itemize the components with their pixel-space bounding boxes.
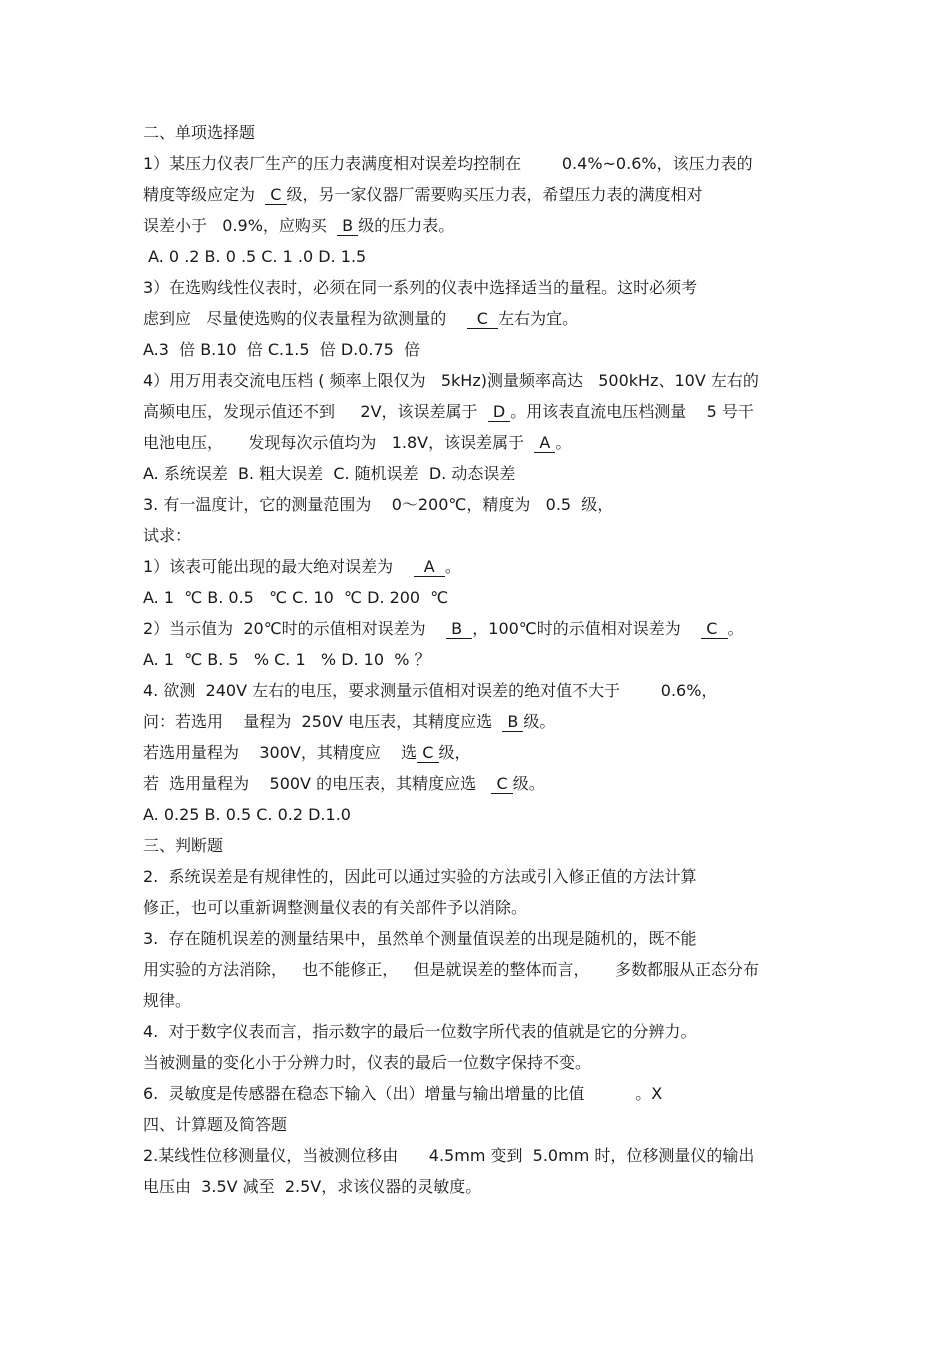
answer-blank: B [502,712,524,731]
answer-blank: A [534,433,556,452]
text-segment: 修正，也可以重新调整测量仪表的有关部件予以消除。 [143,898,528,917]
text-line [143,179,823,210]
text-segment: 问：若选用 量程为 250V 电压表，其精度应选 [143,712,503,731]
text-line [143,520,823,551]
document-body [143,117,823,1202]
text-line [143,613,823,644]
text-line [143,1016,823,1047]
text-line [143,737,823,768]
text-segment: A. 0 .2 B. 0 .5 C. 1 .0 D. 1.5 [143,247,367,266]
text-segment: 级， [438,743,471,762]
text-segment: 级。 [523,712,556,731]
text-segment: 级，另一家仪器厂需要购买压力表，希望压力表的满度相对 [286,185,703,204]
answer-blank: B [337,216,359,235]
text-segment: 当被测量的变化小于分辨力时，仪表的最后一位数字保持不变。 [143,1053,592,1072]
text-segment: A. 0.25 B. 0.5 C. 0.2 D.1.0 [143,805,351,824]
answer-blank: C [417,743,439,762]
answer-blank: A [413,557,445,576]
text-line [143,1047,823,1078]
text-segment: 若 选用量程为 500V 的电压表，其精度应选 [143,774,492,793]
text-segment: 级。 [512,774,545,793]
answer-blank: D [487,402,511,421]
text-segment: 6. 灵敏度是传感器在稳态下输入（出）增量与输出增量的比值 。X [143,1084,663,1103]
text-line [143,303,823,334]
text-segment: 。 [444,557,461,576]
text-segment: 若选用量程为 300V，其精度应 选 [143,743,418,762]
text-line [143,272,823,303]
text-segment: 1）某压力仪表厂生产的压力表满度相对误差均控制在 0.4%~0.6%，该压力表的 [143,154,753,173]
text-line [143,644,823,675]
text-segment: 4. 欲测 240V 左右的电压，要求测量示值相对误差的绝对值不大于 0.6%， [143,681,718,700]
text-segment: A.3 倍 B.10 倍 C.1.5 倍 D.0.75 倍 [143,340,421,359]
text-line [143,458,823,489]
text-line [143,427,823,458]
text-line [143,923,823,954]
text-line [143,551,823,582]
text-line [143,799,823,830]
text-segment: A. 1 ℃ B. 0.5 ℃ C. 10 ℃ D. 200 ℃ [143,588,449,607]
text-line [143,117,823,148]
text-line [143,365,823,396]
text-segment: 。 [555,433,572,452]
text-line [143,1140,823,1171]
text-line [143,489,823,520]
answer-blank: C [491,774,513,793]
answer-blank: C [265,185,287,204]
text-segment: 高频电压，发现示值还不到 2V，该误差属于 [143,402,488,421]
text-segment: 2.某线性位移测量仪，当被测位移由 4.5mm 变到 5.0mm 时，位移测量仪的输出 [143,1146,755,1165]
text-segment: 级的压力表。 [358,216,455,235]
text-line [143,861,823,892]
text-segment: 精度等级应定为 [143,185,266,204]
text-segment: 二、单项选择题 [143,123,256,142]
text-segment: 2）当示值为 20℃时的示值相对误差为 [143,619,447,638]
text-line [143,1171,823,1202]
text-line [143,334,823,365]
answer-blank: B [446,619,473,638]
text-line [143,954,823,985]
text-line [143,985,823,1016]
text-segment: 虑到应 尽量使选购的仪表量程为欲测量的 [143,309,467,328]
text-line [143,675,823,706]
text-segment: 3. 有一温度计，它的测量范围为 0～200℃，精度为 0.5 级， [143,495,614,514]
text-segment: ，100℃时的示值相对误差为 [472,619,702,638]
text-segment: 三、判断题 [143,836,224,855]
text-line [143,892,823,923]
text-segment: A. 系统误差 B. 粗大误差 C. 随机误差 D. 动态误差 [143,464,516,483]
text-line [143,582,823,613]
text-segment: 2. 系统误差是有规律性的，因此可以通过实验的方法或引入修正值的方法计算 [143,867,697,886]
text-segment: 1）该表可能出现的最大绝对误差为 [143,557,414,576]
text-segment: 试求： [143,526,192,545]
text-segment: 四、计算题及简答题 [143,1115,288,1134]
text-segment: 电池电压， 发现每次示值均为 1.8V，该误差属于 [143,433,535,452]
text-line [143,148,823,179]
text-line [143,210,823,241]
text-segment: 。用该表直流电压档测量 5 号干 [510,402,754,421]
answer-blank: C [701,619,728,638]
text-line [143,396,823,427]
text-line [143,706,823,737]
text-segment: 。 [727,619,744,638]
text-line [143,241,823,272]
text-segment: 3）在选购线性仪表时，必须在同一系列的仪表中选择适当的量程。这时必须考 [143,278,698,297]
text-segment: 误差小于 0.9%，应购买 [143,216,338,235]
text-line [143,1109,823,1140]
text-segment: 用实验的方法消除， 也不能修正， 但是就误差的整体而言， 多数都服从正态分布 [143,960,759,979]
text-segment: 4）用万用表交流电压档 ( 频率上限仅为 5kHz)测量频率高达 500kHz、10V 左右的 [143,371,759,390]
text-segment: 电压由 3.5V 减至 2.5V，求该仪器的灵敏度。 [143,1177,482,1196]
text-line [143,830,823,861]
text-segment: A. 1 ℃ B. 5 % C. 1 % D. 10 % ？ [143,650,431,669]
text-segment: 3. 存在随机误差的测量结果中，虽然单个测量值误差的出现是随机的，既不能 [143,929,697,948]
text-line [143,1078,823,1109]
text-segment: 规律。 [143,991,192,1010]
text-segment: 4. 对于数字仪表而言，指示数字的最后一位数字所代表的值就是它的分辨力。 [143,1022,697,1041]
answer-blank: C [466,309,499,328]
text-segment: 左右为宜。 [498,309,579,328]
text-line [143,768,823,799]
